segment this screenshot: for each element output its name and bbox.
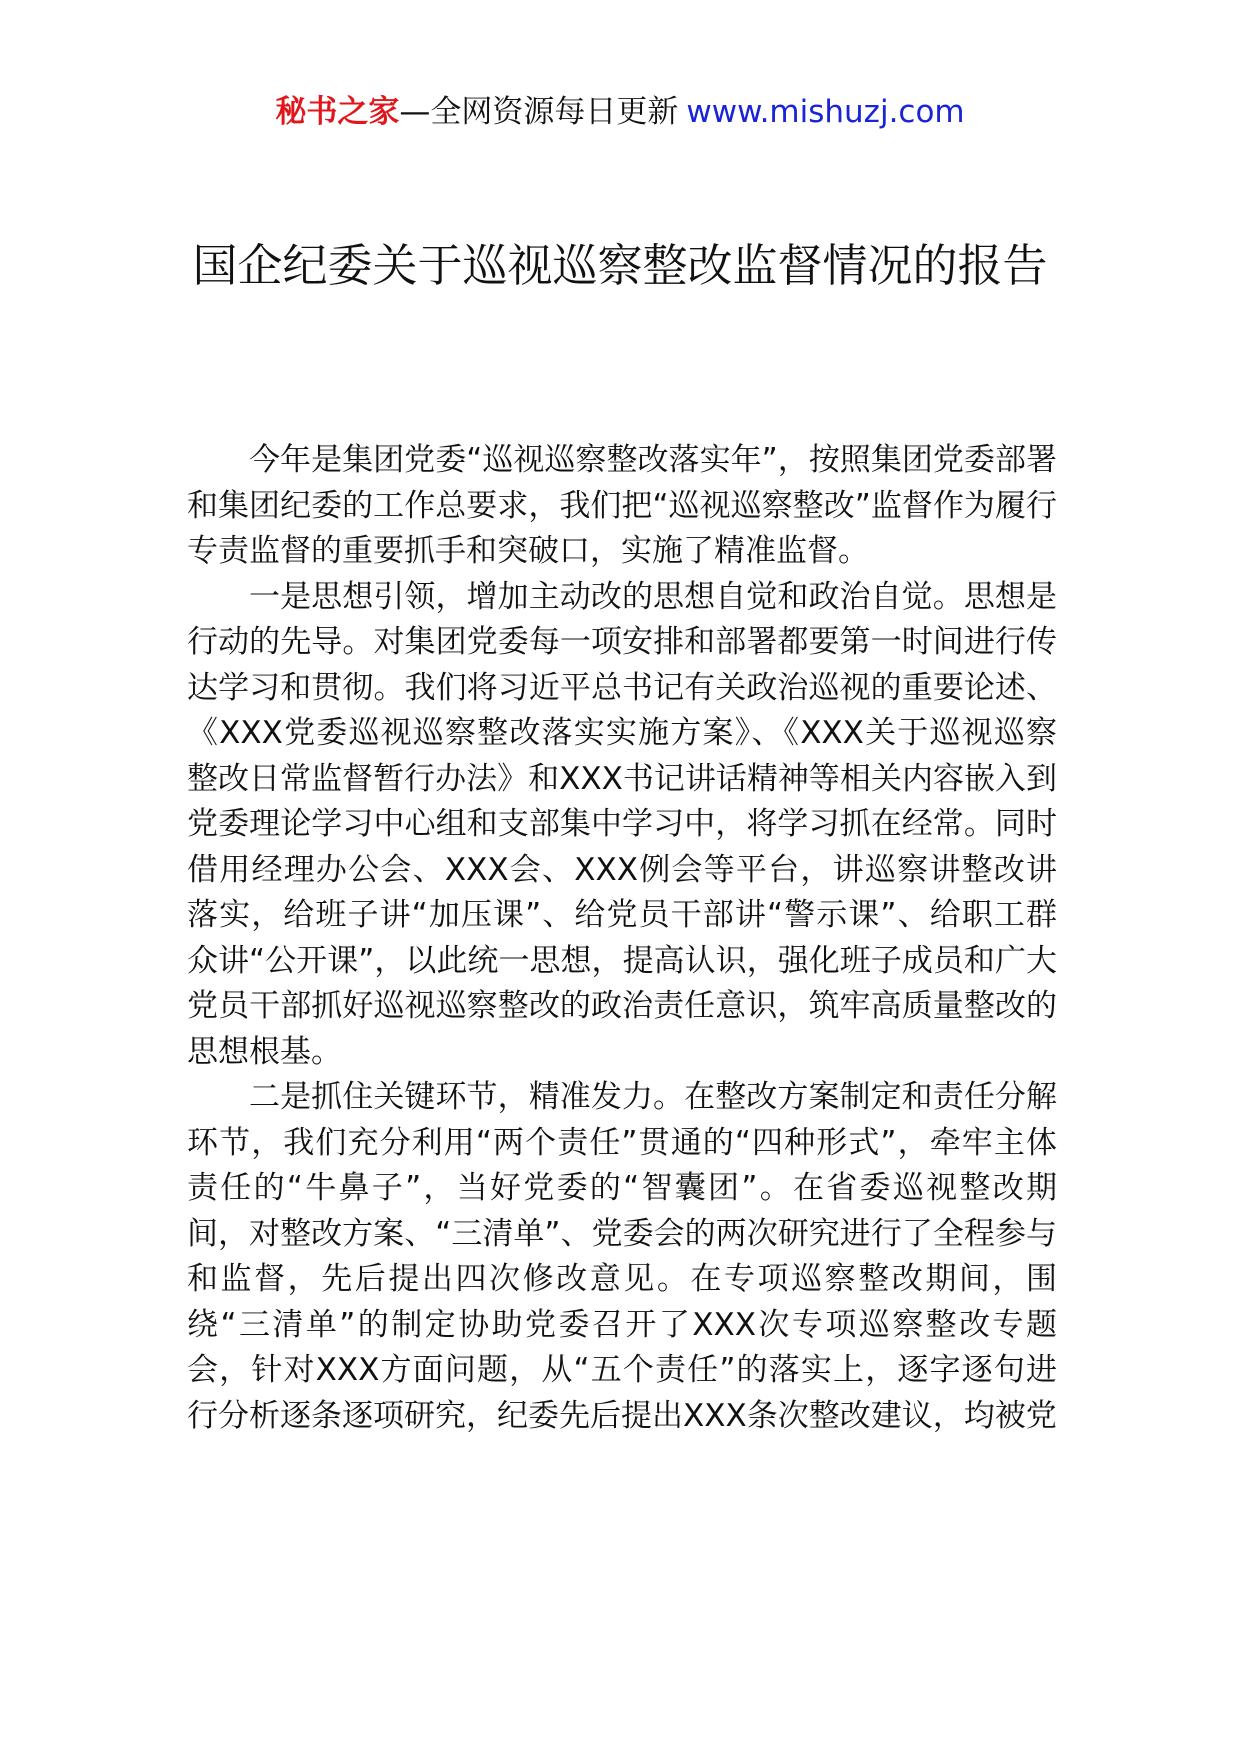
site-header: [0, 92, 1240, 132]
site-url-link[interactable]: www.mishuzj.com: [686, 94, 965, 130]
paragraph-point-two: 二是抓住关键环节，精准发力。在整改方案制定和责任分解环节，我们充分利用“两个责任”贯通的“四种形式”，牵牢主体责任的“牛鼻子”，当好党委的“智囊团”。在省委巡视整改期间，对整改方案、“三清单”、党委会的两次研究进行了全程参与和监督，先后提出四次修改意见。在专项巡察整改期间，围绕“三清单”的制定协助党委召开了XXX次专项巡察整改专题会，针对XXX方面问题，从“五个责任”的落实上，逐字逐句进行分析逐条逐项研究，纪委先后提出XXX条次整改建议，均被党: [187, 1079, 1057, 1434]
paragraph-point-one: 一是思想引领，增加主动改的思想自觉和政治自觉。思想是行动的先导。对集团党委每一项安排和部署都要第一时间进行传达学习和贯彻。我们将习近平总书记有关政治巡视的重要论述、《XXX党委巡视巡察整改落实实施方案》、《XXX关于巡视巡察整改日常监督暂行办法》和XXX书记讲话精神等相关内容嵌入到党委理论学习中心组和支部集中学习中，将学习抓在经常。同时借用经理办公会、XXX会、XXX例会等平台，讲巡察讲整改讲落实，给班子讲“加压课”、给党员干部讲“警示课”、给职工群众讲“公开课”，以此统一思想，提高认识，强化班子成员和广大党员干部抓好巡视巡察整改的政治责任意识，筑牢高质量整改的思想根基。: [187, 578, 1057, 1070]
document-body: [187, 438, 1057, 1439]
site-brand: 秘书之家: [275, 94, 400, 130]
site-tagline: —全网资源每日更新: [399, 94, 679, 130]
document-title: 国企纪委关于巡视巡察整改监督情况的报告: [192, 239, 1048, 292]
paragraph-intro: 今年是集团党委“巡视巡察整改落实年”，按照集团党委部署和集团纪委的工作总要求，我们把“巡视巡察整改”监督作为履行专责监督的重要抓手和突破口，实施了精准监督。: [187, 442, 1057, 569]
